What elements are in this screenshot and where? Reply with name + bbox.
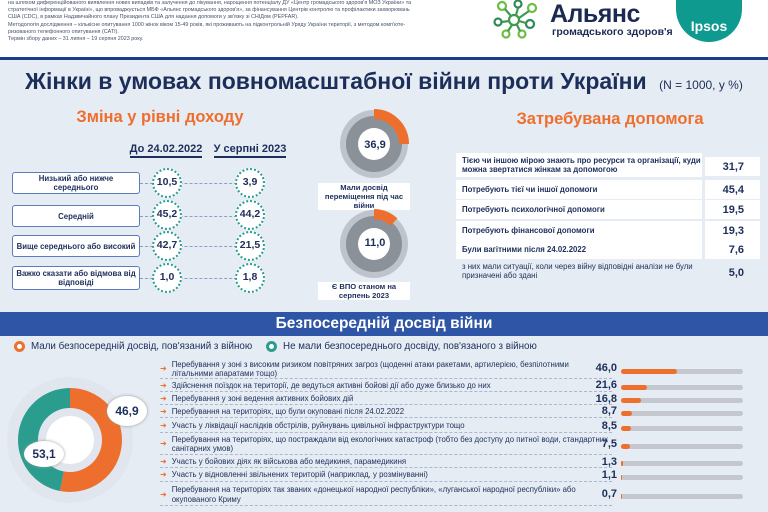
arrow-right-icon: ➜ <box>160 420 167 430</box>
experience-bar-fill <box>621 461 623 466</box>
experience-value: 1,3 <box>601 456 617 468</box>
income-after-value: 21,5 <box>239 239 261 251</box>
experience-row <box>160 360 612 379</box>
help-row-label: Потребують фінансової допомоги <box>456 221 702 240</box>
help-row-label: з них мали ситуації, коли через війну відповідні аналізи не були призначені або здані <box>462 262 693 280</box>
page-title-block <box>0 68 768 95</box>
experience-bar-fill <box>621 385 647 390</box>
experience-bar-fill <box>621 369 677 374</box>
income-before-value: 42,7 <box>156 239 178 251</box>
intro-line: на шляхом диференційованого виявлення нових випадків та залучення до лікування, нарощення потенціалу ДУ «Центр громадського здоров'я МОЗ України» та <box>8 0 412 6</box>
experience-bar-fill <box>621 398 641 403</box>
experience-row <box>160 469 612 482</box>
experience-bar-track <box>621 369 743 374</box>
help-row-value: 19,3 <box>705 221 760 240</box>
help-row-value: 5,0 <box>728 266 744 279</box>
legend-had-marker <box>14 341 25 352</box>
help-heading: Затребувана допомога <box>516 110 704 128</box>
experience-donut <box>0 355 160 512</box>
arrow-right-icon: ➜ <box>160 380 167 390</box>
brand-logo <box>550 2 673 38</box>
experience-bar-track <box>621 461 743 466</box>
experience-value: 8,7 <box>601 405 617 417</box>
income-before-value: 10,5 <box>156 176 178 188</box>
income-before-value: 1,0 <box>159 271 175 283</box>
experience-label: Перебування у зоні ведення активних бойових дій <box>171 393 354 403</box>
legend-not-label: Не мали безпосереднього досвіду, пов'язаного з війною <box>283 341 537 352</box>
experience-label: Перебування у зоні з високим ризиком повітряних загроз (щоденні атаки ракетами, артилерією, безпілотними літальними апаратами тощо) <box>171 359 569 378</box>
experience-bar-track <box>621 444 743 449</box>
donut-not-value: 46,9 <box>115 404 139 418</box>
experience-bar-track <box>621 426 743 431</box>
experience-value: 16,8 <box>595 393 617 405</box>
legend-not <box>266 341 537 352</box>
experience-value: 46,0 <box>595 362 617 374</box>
alliance-logo-icon <box>492 0 544 40</box>
legend-not-marker <box>266 341 277 352</box>
idp-caption <box>318 282 410 300</box>
experience-row <box>160 419 612 433</box>
intro-line: Термін збору даних – 31 липня – 19 серпня 2023 року. <box>8 36 144 43</box>
experience-bar-fill <box>621 411 632 416</box>
help-row-value: 7,6 <box>705 240 760 259</box>
experience-bar-track <box>621 385 743 390</box>
income-label-medium: Середній <box>12 205 140 227</box>
arrow-right-icon: ➜ <box>160 439 167 449</box>
help-row-value: 45,4 <box>705 180 760 199</box>
ipsos-logo: Ipsos <box>676 0 742 42</box>
help-row-value: 19,5 <box>705 200 760 219</box>
intro-line: Методологія дослідження – кількісне опитування 1000 жінок віком 15-49 років, які проживають на підконтрольній Уряду України території, з методом комп'юте- <box>8 21 406 28</box>
income-col-after <box>210 143 290 158</box>
help-row-label: Потребують психологічної допомоги <box>456 200 702 219</box>
help-row-value: 31,7 <box>705 157 760 176</box>
experience-label: Участь у бойових діях як військова або медикиня, парамедикиня <box>171 456 407 466</box>
arrow-right-icon: ➜ <box>160 456 167 466</box>
idp-value: 11,0 <box>364 237 386 249</box>
experience-label: Перебування на територіях, що були окуповані після 24.02.2022 <box>171 406 405 416</box>
income-col-before-label: До 24.02.2022 <box>130 143 203 158</box>
experience-row <box>160 393 612 405</box>
experience-bar-track <box>621 398 743 403</box>
experience-bar-fill <box>621 426 631 431</box>
income-after-value: 44,2 <box>239 208 261 220</box>
income-label-low: Низький або нижче середнього <box>12 172 140 194</box>
arrow-right-icon: ➜ <box>160 406 167 416</box>
experience-value: 0,7 <box>601 488 617 500</box>
legend-had <box>14 341 252 352</box>
experience-row <box>160 406 612 418</box>
experience-value: 8,5 <box>601 420 617 432</box>
income-before-value: 45,2 <box>156 208 178 220</box>
income-after-value: 3,9 <box>242 176 258 188</box>
income-col-after-label: У серпні 2023 <box>214 143 287 158</box>
experience-bar-fill <box>621 475 622 480</box>
arrow-right-icon: ➜ <box>160 364 167 374</box>
income-col-before <box>124 143 208 158</box>
sample-size: (N = 1000, у %) <box>659 78 743 92</box>
experience-label: Участь у відновленні звільнених територій (наприклад, у розмінуванні) <box>171 470 428 480</box>
experience-value: 21,6 <box>595 379 617 391</box>
experience-bar-track <box>621 411 743 416</box>
experience-label: Участь у ліквідації наслідків обстрілів, руйнувань цивільної інфраструктури тощо <box>171 420 465 430</box>
experience-row <box>160 484 612 506</box>
help-row-label: Були вагітними після 24.02.2022 <box>456 240 702 259</box>
experience-label: Здійснення поїздок на території, де ведуться активні бойові дії або дуже близько до них <box>171 380 491 390</box>
help-row-label: Потребують тієї чи іншої допомоги <box>456 180 702 199</box>
income-label-unsure: Важко сказати або відмова від відповіді <box>12 266 140 290</box>
experience-bar-track <box>621 475 743 480</box>
experience-value: 7,5 <box>601 438 617 450</box>
experience-row <box>160 456 612 468</box>
experience-bar-fill <box>621 444 630 449</box>
arrow-right-icon: ➜ <box>160 470 167 480</box>
income-after-value: 1,8 <box>242 271 258 283</box>
brand-subtitle: громадського здоров'я <box>552 26 673 38</box>
header-bar <box>0 0 768 60</box>
legend-had-label: Мали безпосередній досвід, пов'язаний з війною <box>31 341 253 352</box>
arrow-right-icon: ➜ <box>160 489 167 499</box>
income-heading: Зміна у рівні доходу <box>76 108 244 126</box>
intro-text <box>8 0 478 43</box>
displacement-caption-text: Мали досвід переміщення під час війни <box>318 183 410 210</box>
experience-label: Перебування на територіях, що постраждали від екологічних катастроф (тобто без доступу до питної води, стандартних санітарних умов) <box>171 434 609 453</box>
income-label-high: Вище середнього або високий <box>12 235 140 257</box>
intro-line: ризованого телефонного опитування (CATI). <box>8 28 119 35</box>
arrow-right-icon: ➜ <box>160 393 167 403</box>
experience-label: Перебування на територіях так званих «донецької народної республіки», «луганської народної республіки» або окупованого Криму <box>171 485 576 504</box>
idp-caption-text: Є ВПО станом на серпень 2023 <box>318 282 410 300</box>
donut-had-value: 53,1 <box>32 447 56 461</box>
experience-value: 1,1 <box>601 469 617 481</box>
intro-line: США (CDC), в рамках Надзвичайного плану Президента США для надання допомоги у зв'язку зі СНІДом (PEPFAR). <box>8 14 299 21</box>
displacement-value: 36,9 <box>364 139 386 151</box>
experience-band <box>0 312 768 336</box>
experience-row <box>160 380 612 392</box>
experience-heading: Безпосередній досвід війни <box>275 315 493 332</box>
intro-line: стратегічної інформації в Україні», що впроваджується МБФ «Альянс громадського здоров'я», за фінансування Центрів контролю та профілактики захворювань <box>8 7 410 14</box>
page-title: Жінки в умовах повномасштабної війни проти України <box>25 68 647 94</box>
brand-name: Альянс <box>550 0 640 28</box>
experience-bar-fill <box>621 494 622 499</box>
experience-row <box>160 434 612 455</box>
help-row-label: Тією чи іншою мірою знають про ресурси та організації, куди можна звертатися жінкам за допомогою <box>456 153 702 177</box>
experience-bar-track <box>621 494 743 499</box>
